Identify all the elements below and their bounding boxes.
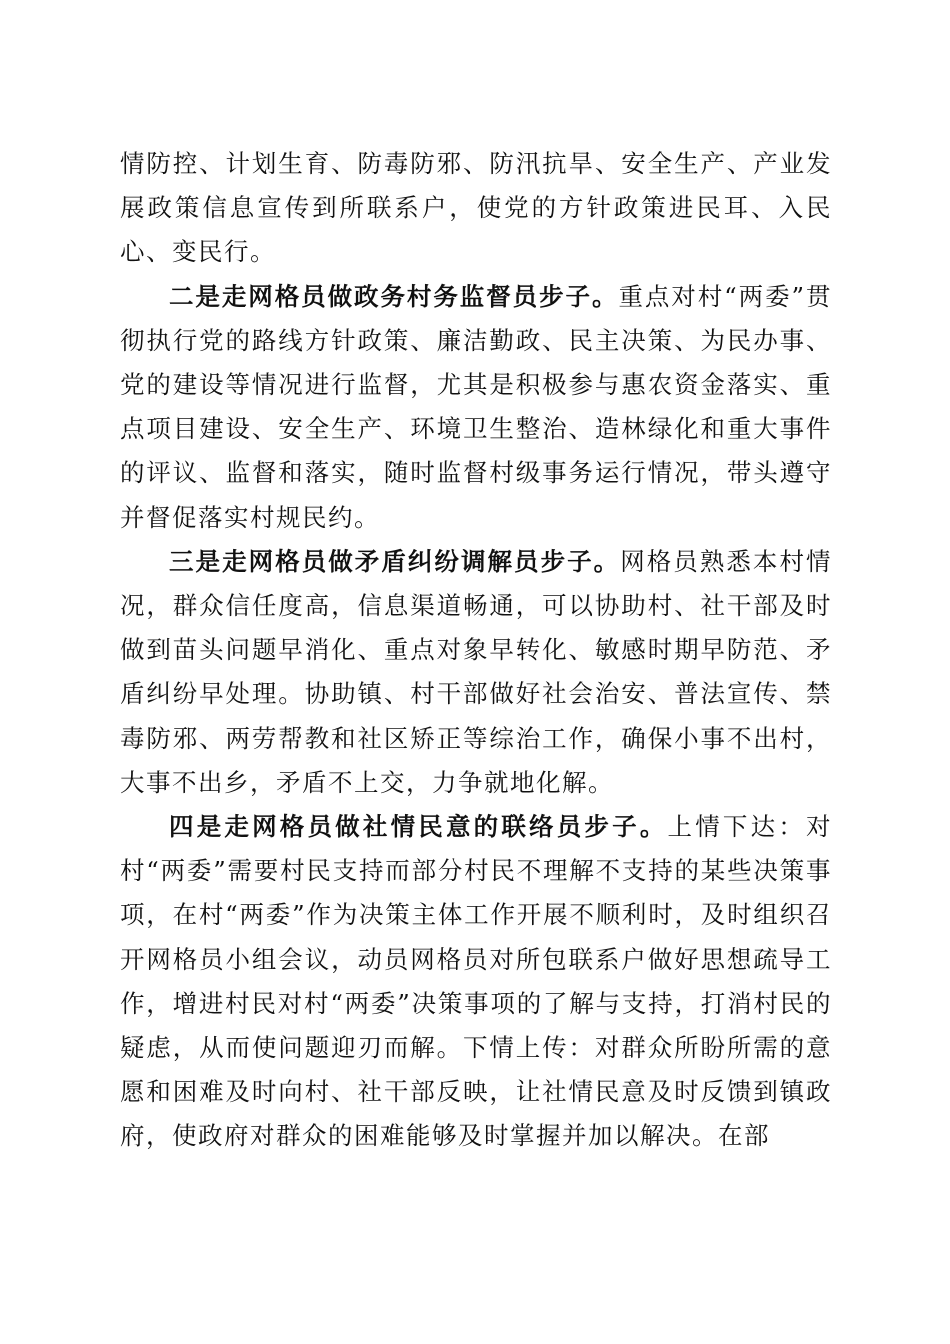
- paragraph-continuation: [120, 142, 832, 275]
- document-body: [120, 142, 832, 1159]
- paragraph-text: 上情下达：对村“两委”需要村民支持而部分村民不理解不支持的某些决策事项，在村“两委”作为决策主体工作开展不顺利时，及时组织召开网格员小组会议，动员网格员对所包联系户做好思想疏导工作，增进村民对村“两委”决策事项的了解与支持，打消村民的疑虑，从而使问题迎刃而解。下情上传：对群众所盼所需的意愿和困难及时向村、社干部反映，让社情民意及时反馈到镇政府，使政府对群众的困难能够及时掌握并加以解决。在部: [120, 812, 833, 1151]
- paragraph-text: 重点对村“两委”贯彻执行党的路线方针政策、廉洁勤政、民主决策、为民办事、党的建设等情况进行监督，尤其是积极参与惠农资金落实、重点项目建设、安全生产、环境卫生整治、造林绿化和重大事件的评议、监督和落实，随时监督村级事务运行情况，带头遵守并督促落实村规民约。: [120, 281, 832, 532]
- paragraph-mediator: [120, 540, 832, 805]
- paragraph-supervisor: [120, 275, 832, 540]
- paragraph-text: 情防控、计划生育、防毒防邪、防汛抗旱、安全生产、产业发展政策信息宣传到所联系户，使党的方针政策进民耳、入民心、变民行。: [120, 149, 832, 267]
- paragraph-heading: 四是走网格员做社情民意的联络员步子。: [169, 812, 668, 842]
- paragraph-heading: 二是走网格员做政务村务监督员步子。: [169, 281, 619, 311]
- paragraph-liaison: [120, 805, 832, 1159]
- paragraph-text: 网格员熟悉本村情况，群众信任度高，信息渠道畅通，可以协助村、社干部及时做到苗头问题早消化、重点对象早转化、敏感时期早防范、矛盾纠纷早处理。协助镇、村干部做好社会治安、普法宣传、禁毒防邪、两劳帮教和社区矫正等综治工作，确保小事不出村，大事不出乡，矛盾不上交，力争就地化解。: [120, 546, 833, 797]
- paragraph-heading: 三是走网格员做矛盾纠纷调解员步子。: [169, 546, 621, 576]
